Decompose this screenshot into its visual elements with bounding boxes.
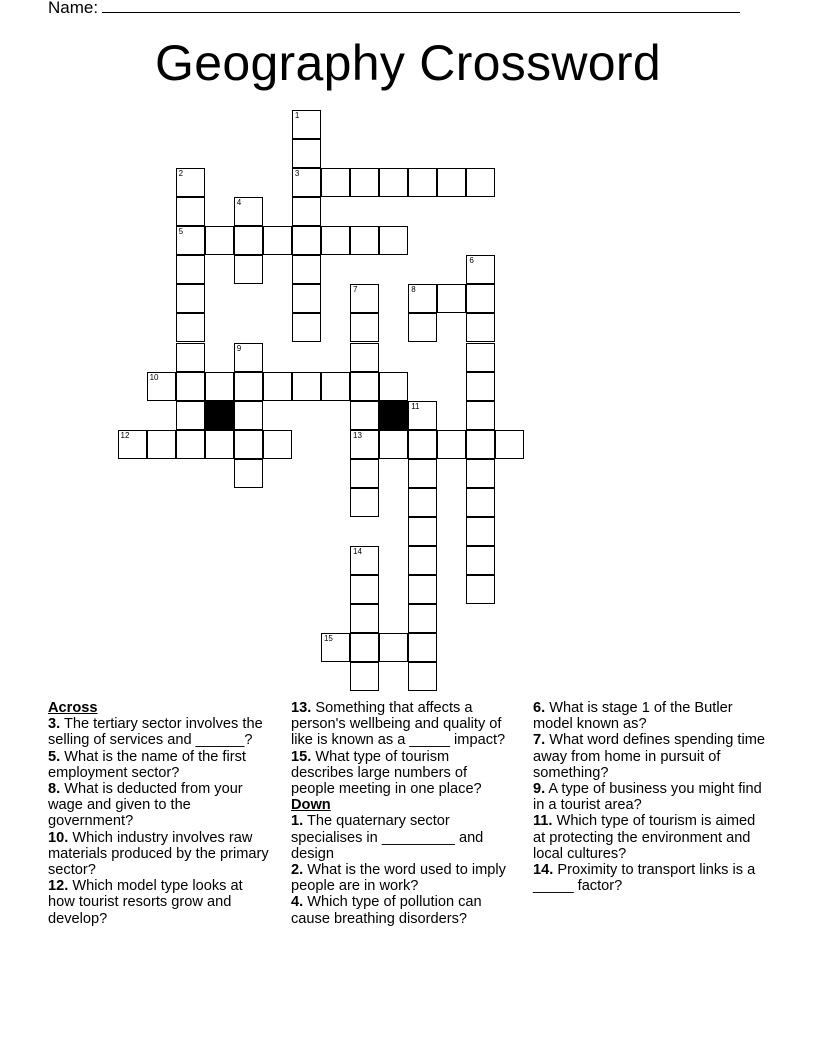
grid-block — [205, 401, 234, 430]
across-clue — [48, 781, 270, 830]
grid-cell[interactable] — [466, 313, 495, 342]
grid-cell[interactable] — [350, 313, 379, 342]
grid-cell[interactable] — [466, 459, 495, 488]
clue-number-label: 1. — [291, 813, 304, 830]
grid-cell[interactable] — [379, 633, 408, 662]
clue-number-label: 7. — [533, 732, 546, 749]
grid-cell[interactable] — [234, 255, 263, 284]
grid-cell[interactable] — [466, 372, 495, 401]
grid-cell[interactable] — [176, 343, 205, 372]
across-clues-continued — [291, 700, 513, 797]
grid-block — [379, 401, 408, 430]
grid-cell[interactable] — [408, 633, 437, 662]
grid-cell[interactable] — [292, 372, 321, 401]
grid-cell[interactable] — [350, 546, 379, 575]
grid-cell[interactable] — [408, 604, 437, 633]
clue-number-label: 10. — [48, 829, 69, 846]
clue-number: 2 — [178, 169, 184, 179]
grid-cell[interactable] — [408, 488, 437, 517]
grid-cell[interactable] — [176, 372, 205, 401]
across-clues-list — [48, 716, 270, 927]
clue-text: Which industry involves raw materials produced by the primary sector? — [48, 829, 269, 879]
clue-number: 14 — [353, 547, 362, 557]
clue-number: 3 — [294, 169, 300, 179]
grid-cell[interactable] — [176, 401, 205, 430]
down-header: Down — [291, 797, 331, 814]
down-clue — [291, 813, 513, 862]
grid-cell[interactable] — [292, 110, 321, 139]
down-clue — [291, 862, 513, 894]
clue-number: 6 — [469, 256, 474, 266]
grid-cell[interactable] — [263, 430, 292, 459]
across-clue — [48, 749, 270, 781]
clue-text: What word defines spending time away from home in pursuit of something? — [533, 732, 766, 781]
grid-cell[interactable] — [408, 430, 437, 459]
down-clues-list — [291, 813, 513, 926]
clue-text: Which model type looks at how tourist resorts grow and develop? — [48, 878, 243, 927]
grid-cell[interactable] — [350, 168, 379, 197]
grid-cell[interactable] — [234, 430, 263, 459]
clue-number: 9 — [236, 343, 242, 353]
clue-number: 11 — [411, 401, 420, 411]
grid-cell[interactable] — [379, 168, 408, 197]
grid-cell[interactable] — [147, 430, 176, 459]
grid-cell[interactable] — [466, 343, 495, 372]
clue-number: 13 — [353, 430, 362, 440]
grid-cell[interactable] — [379, 372, 408, 401]
grid-cell[interactable] — [466, 284, 495, 313]
clue-number: 15 — [323, 634, 333, 644]
grid-cell[interactable] — [147, 372, 176, 401]
clue-number-label: 12. — [48, 878, 69, 895]
grid-cell[interactable] — [350, 430, 379, 459]
across-clue — [291, 749, 513, 798]
grid-cell[interactable] — [234, 197, 263, 226]
down-clue — [291, 894, 513, 926]
down-clue — [533, 700, 768, 732]
grid-cell[interactable] — [408, 459, 437, 488]
grid-cell[interactable] — [321, 168, 350, 197]
grid-cell[interactable] — [234, 343, 263, 372]
down-clue — [533, 813, 768, 862]
clue-number: 7 — [353, 285, 358, 295]
grid-cell[interactable] — [466, 168, 495, 197]
clue-text: What type of tourism describes large numbers of people meeting in one place? — [291, 748, 482, 798]
clue-number-label: 5. — [48, 748, 61, 765]
grid-cell[interactable] — [408, 575, 437, 604]
across-clue — [48, 716, 270, 748]
down-clue — [533, 732, 768, 781]
grid-cell[interactable] — [292, 313, 321, 342]
clue-text: Which type of pollution can cause breathing disorders? — [291, 894, 482, 927]
grid-cell[interactable] — [379, 226, 408, 255]
grid-cell[interactable] — [466, 546, 495, 575]
down-clues-continued — [533, 700, 768, 894]
clue-column-3 — [533, 700, 768, 894]
clue-number-label: 2. — [291, 862, 304, 879]
clue-number-label: 8. — [48, 781, 61, 798]
clue-number-label: 4. — [291, 894, 304, 911]
grid-cell[interactable] — [205, 430, 234, 459]
clue-number-label: 3. — [48, 716, 61, 733]
clue-number: 1 — [294, 111, 300, 120]
grid-cell[interactable] — [408, 313, 437, 342]
clue-number-label: 14. — [533, 862, 554, 879]
grid-cell[interactable] — [263, 226, 292, 255]
across-clue — [48, 878, 270, 927]
grid-cell[interactable] — [205, 372, 234, 401]
grid-cell[interactable] — [350, 662, 379, 691]
across-clue — [48, 830, 270, 879]
clue-text: Something that affects a person's wellbeing and quality of like is known as a _____ impact? — [291, 700, 506, 749]
grid-cell[interactable] — [176, 430, 205, 459]
grid-cell[interactable] — [321, 226, 350, 255]
clue-number-label: 13. — [291, 700, 312, 716]
grid-cell[interactable] — [408, 517, 437, 546]
clue-number: 10 — [149, 372, 159, 382]
clue-text: What is the name of the first employment sector? — [48, 748, 246, 781]
clue-number: 5 — [178, 227, 184, 237]
grid-cell[interactable] — [350, 488, 379, 517]
grid-cell[interactable] — [350, 633, 379, 662]
grid-cell[interactable] — [321, 372, 350, 401]
clue-number: 12 — [120, 430, 130, 440]
grid-cell[interactable] — [466, 255, 495, 284]
grid-cell[interactable] — [176, 226, 205, 255]
clue-number-label: 11. — [533, 813, 553, 830]
clue-number: 8 — [411, 285, 416, 295]
clue-number-label: 15. — [291, 748, 312, 765]
page-title: Geography Crossword — [155, 35, 661, 91]
grid-cell[interactable] — [408, 401, 437, 430]
grid-cell[interactable] — [321, 633, 350, 662]
clue-text: A type of business you might find in a tourist area? — [533, 781, 762, 814]
clue-text: Which type of tourism is aimed at protecting the environment and local cultures? — [533, 813, 756, 862]
grid-cell[interactable] — [234, 226, 263, 255]
grid-cell[interactable] — [350, 372, 379, 401]
grid-cell[interactable] — [350, 343, 379, 372]
clue-text: The tertiary sector involves the selling of services and ______? — [48, 716, 263, 749]
clue-column-1 — [48, 700, 270, 927]
clue-text: Proximity to transport links is a _____ factor? — [533, 862, 756, 895]
clue-text: What is deducted from your wage and given to the government? — [48, 781, 243, 830]
across-clue — [291, 700, 513, 749]
grid-cell[interactable] — [176, 313, 205, 342]
grid-cell[interactable] — [176, 197, 205, 226]
grid-cell[interactable] — [408, 284, 437, 313]
grid-cell[interactable] — [350, 401, 379, 430]
clue-text: The quaternary sector specialises in _________ and design — [291, 813, 484, 862]
clue-text: What is stage 1 of the Butler model known as? — [533, 700, 733, 733]
grid-cell[interactable] — [466, 575, 495, 604]
grid-cell[interactable] — [437, 430, 466, 459]
grid-cell[interactable] — [350, 226, 379, 255]
grid-cell[interactable] — [350, 284, 379, 313]
grid-cell[interactable] — [466, 488, 495, 517]
clue-text: What is the word used to imply people are in work? — [291, 862, 506, 895]
grid-cell[interactable] — [466, 517, 495, 546]
grid-cell[interactable] — [408, 168, 437, 197]
grid-cell[interactable] — [292, 197, 321, 226]
grid-cell[interactable] — [234, 459, 263, 488]
grid-cell[interactable] — [176, 284, 205, 313]
down-clue — [533, 781, 768, 813]
grid-cell[interactable] — [292, 255, 321, 284]
grid-cell[interactable] — [292, 284, 321, 313]
grid-cell[interactable] — [234, 401, 263, 430]
grid-cell[interactable] — [408, 546, 437, 575]
grid-cell[interactable] — [176, 168, 205, 197]
grid-cell[interactable] — [437, 168, 466, 197]
name-label: Name: — [48, 0, 99, 17]
clue-column-2 — [291, 700, 513, 927]
grid-cell[interactable] — [205, 226, 234, 255]
grid-cell[interactable] — [292, 139, 321, 168]
grid-cell[interactable] — [292, 226, 321, 255]
grid-cell[interactable] — [350, 575, 379, 604]
grid-cell[interactable] — [176, 255, 205, 284]
down-clue — [533, 862, 768, 894]
grid-cell[interactable] — [263, 372, 292, 401]
grid-cell[interactable] — [466, 401, 495, 430]
clue-number-label: 6. — [533, 700, 546, 716]
grid-cell[interactable] — [118, 430, 147, 459]
across-header: Across — [48, 700, 98, 716]
grid-cell[interactable] — [466, 430, 495, 459]
grid-cell[interactable] — [292, 168, 321, 197]
clue-number-label: 9. — [533, 781, 546, 798]
grid-cell[interactable] — [350, 459, 379, 488]
grid-cell[interactable] — [379, 430, 408, 459]
grid-cell[interactable] — [350, 604, 379, 633]
grid-cell[interactable] — [495, 430, 524, 459]
grid-cell[interactable] — [437, 284, 466, 313]
clue-number: 4 — [236, 198, 242, 208]
grid-cell[interactable] — [234, 372, 263, 401]
grid-cell[interactable] — [408, 662, 437, 691]
